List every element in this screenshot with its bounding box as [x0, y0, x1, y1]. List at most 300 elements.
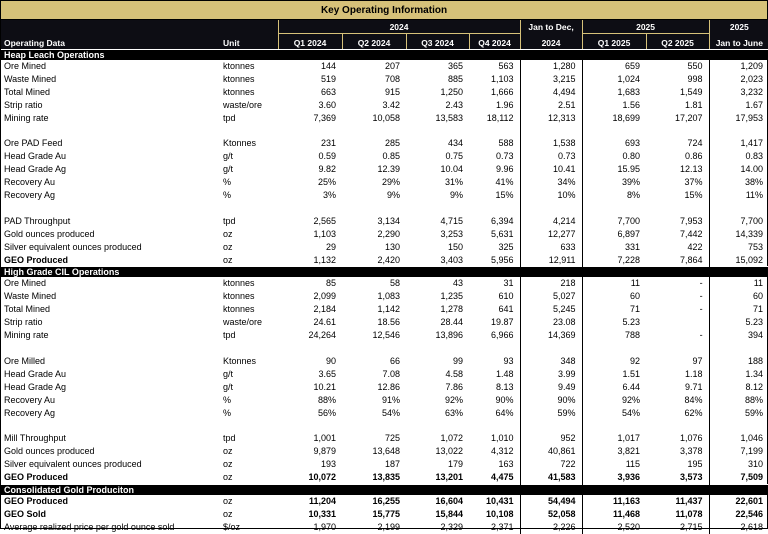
table-row: [1, 521, 768, 534]
value-cell: 12,277: [520, 228, 582, 241]
row-label: Head Grade Ag: [4, 381, 67, 392]
row-unit: oz: [223, 495, 233, 506]
row-unit: oz: [223, 508, 233, 519]
value-cell: 19.87: [491, 317, 514, 328]
value-cell: 550: [687, 61, 703, 71]
value-cell: 3,936: [617, 472, 641, 483]
value-cell: 1,417: [709, 137, 768, 150]
section-header-consolidated-gold-produciton: Consolidated Gold Produciton: [1, 484, 768, 495]
table-title: Key Operating Information: [1, 1, 767, 20]
value-cell: 9%: [449, 190, 463, 201]
value-cell: [406, 419, 469, 432]
value-cell: 37%: [684, 177, 703, 188]
value-cell: 434: [447, 138, 463, 149]
value-cell: 285: [384, 138, 400, 149]
value-cell: [278, 125, 342, 138]
value-cell: 39%: [622, 177, 641, 188]
value-cell: 13,583: [435, 112, 463, 123]
table-row: [1, 241, 768, 254]
row-unit: tpd: [223, 215, 236, 226]
value-cell: 8%: [627, 190, 641, 201]
value-cell: 1,103: [491, 73, 514, 84]
row-label: Recovery Au: [4, 394, 56, 405]
value-cell: 10,058: [372, 112, 400, 123]
value-cell: 610: [498, 291, 514, 302]
row-label: GEO Sold: [4, 508, 47, 519]
value-cell: 144: [320, 61, 336, 71]
row-unit: tpd: [223, 112, 236, 123]
value-cell: 1,024: [617, 73, 641, 84]
value-cell: 885: [447, 73, 463, 84]
value-cell: 2,023: [709, 73, 768, 86]
value-cell: 998: [687, 73, 703, 84]
col-header-q2-2025: Q2 2025: [646, 34, 709, 50]
value-cell: 7.08: [382, 368, 400, 379]
value-cell: 195: [687, 459, 703, 470]
table-row: [1, 163, 768, 176]
value-cell: 187: [384, 459, 400, 470]
value-cell: 10.41: [520, 163, 582, 176]
col-header-unit: Unit: [213, 34, 278, 50]
value-cell: 1,278: [440, 304, 463, 315]
value-cell: 10,431: [486, 495, 514, 506]
value-cell: 29%: [381, 177, 400, 188]
value-cell: 0.86: [685, 151, 703, 162]
value-cell: 23.08: [520, 316, 582, 329]
value-cell: 9.82: [318, 164, 336, 175]
value-cell: -: [699, 304, 703, 315]
value-cell: 14.00: [709, 163, 768, 176]
value-cell: 24.61: [313, 317, 336, 328]
header-column-row: [1, 34, 768, 50]
value-cell: 2,715: [680, 521, 703, 532]
table-body: [1, 50, 768, 534]
value-cell: 1,970: [313, 521, 336, 532]
header-spacer: [1, 20, 278, 34]
value-cell: 25%: [317, 177, 336, 188]
value-cell: 6,966: [491, 330, 514, 341]
table-row: [1, 215, 768, 228]
value-cell: 3,134: [377, 215, 400, 226]
value-cell: 659: [625, 61, 641, 71]
row-label: [1, 419, 213, 432]
value-cell: 54%: [381, 407, 400, 418]
col-header-jan-dec-bottom: 2024: [520, 34, 582, 50]
value-cell: 2,184: [313, 304, 336, 315]
value-cell: 1.81: [685, 99, 703, 110]
blank-row: [1, 125, 768, 138]
col-group-2024: 2024: [278, 20, 520, 34]
row-unit: oz: [223, 446, 233, 457]
value-cell: 0.75: [445, 151, 463, 162]
value-cell: 7,199: [709, 445, 768, 458]
value-cell: [709, 342, 768, 355]
value-cell: 150: [447, 241, 463, 252]
value-cell: 11,204: [308, 495, 336, 506]
value-cell: [520, 342, 582, 355]
value-cell: 6,897: [617, 228, 641, 239]
value-cell: 179: [447, 459, 463, 470]
blank-row: [1, 202, 768, 215]
value-cell: [469, 419, 520, 432]
row-label: GEO Produced: [4, 254, 69, 265]
value-cell: 15,092: [709, 254, 768, 267]
value-cell: 7,864: [680, 254, 703, 265]
value-cell: 15,775: [372, 508, 400, 519]
value-cell: 15%: [495, 190, 514, 201]
value-cell: [646, 202, 709, 215]
value-cell: 3,232: [709, 86, 768, 99]
value-cell: 3,821: [617, 446, 641, 457]
row-label: Gold ounces produced: [4, 228, 95, 239]
row-label: Head Grade Au: [4, 151, 67, 162]
value-cell: [342, 419, 406, 432]
value-cell: 12.86: [377, 381, 400, 392]
value-cell: 92%: [622, 394, 641, 405]
value-cell: 1,132: [313, 254, 336, 265]
row-unit: Ktonnes: [223, 138, 257, 149]
row-label: [1, 202, 213, 215]
value-cell: [406, 202, 469, 215]
value-cell: 4,312: [491, 446, 514, 457]
value-cell: 1,209: [709, 60, 768, 73]
value-cell: 3,253: [440, 228, 463, 239]
value-cell: [342, 202, 406, 215]
value-cell: 10.04: [440, 164, 463, 175]
value-cell: 2,565: [313, 215, 336, 226]
col-header-q1-2024: Q1 2024: [278, 34, 342, 50]
row-unit: oz: [223, 459, 233, 470]
value-cell: 5,631: [491, 228, 514, 239]
value-cell: 3,215: [520, 73, 582, 86]
value-cell: 54,494: [520, 495, 582, 508]
value-cell: 331: [625, 241, 641, 252]
value-cell: 641: [498, 304, 514, 315]
value-cell: 7,953: [680, 215, 703, 226]
col-header-q2-2024: Q2 2024: [342, 34, 406, 50]
value-cell: 13,896: [435, 330, 463, 341]
value-cell: [278, 202, 342, 215]
value-cell: 7,700: [709, 215, 768, 228]
value-cell: [278, 419, 342, 432]
value-cell: 60: [709, 290, 768, 303]
value-cell: 90%: [520, 394, 582, 407]
value-cell: 90: [325, 355, 336, 366]
value-cell: 519: [320, 73, 336, 84]
value-cell: 62%: [684, 407, 703, 418]
row-label: Gold ounces produced: [4, 446, 95, 457]
value-cell: 9.71: [685, 381, 703, 392]
value-cell: 3.65: [318, 368, 336, 379]
value-cell: 5,027: [520, 290, 582, 303]
value-cell: 2,226: [520, 521, 582, 534]
value-cell: 16,255: [372, 495, 400, 506]
value-cell: 10.21: [313, 381, 336, 392]
value-cell: 3.42: [382, 99, 400, 110]
table-row: [1, 99, 768, 112]
value-cell: 3,378: [680, 446, 703, 457]
table-row: [1, 290, 768, 303]
value-cell: 99: [452, 355, 463, 366]
row-unit: ktonnes: [223, 278, 255, 289]
value-cell: 17,207: [675, 112, 703, 123]
value-cell: 18,112: [486, 112, 514, 123]
value-cell: [406, 342, 469, 355]
value-cell: 93: [503, 355, 514, 366]
value-cell: 365: [447, 61, 463, 71]
value-cell: 0.83: [709, 150, 768, 163]
value-cell: 0.85: [382, 151, 400, 162]
value-cell: 84%: [684, 394, 703, 405]
value-cell: 0.73: [496, 151, 514, 162]
value-cell: 64%: [495, 407, 514, 418]
value-cell: 88%: [317, 394, 336, 405]
value-cell: [342, 125, 406, 138]
value-cell: 12.39: [377, 164, 400, 175]
value-cell: 4,715: [440, 215, 463, 226]
value-cell: 218: [520, 277, 582, 290]
value-cell: 58: [389, 278, 400, 289]
value-cell: 1,103: [313, 228, 336, 239]
value-cell: 753: [709, 241, 768, 254]
value-cell: 11,163: [613, 495, 641, 506]
value-cell: 13,201: [435, 472, 463, 483]
table-row: [1, 316, 768, 329]
table-row: [1, 458, 768, 471]
value-cell: 41,583: [520, 471, 582, 484]
value-cell: [709, 202, 768, 215]
row-unit: %: [223, 177, 232, 188]
value-cell: 1,666: [491, 86, 514, 97]
value-cell: 12,911: [520, 254, 582, 267]
value-cell: 13,835: [372, 472, 400, 483]
row-unit: waste/ore: [223, 317, 263, 328]
value-cell: 563: [498, 61, 514, 71]
row-unit: [213, 419, 278, 432]
value-cell: 28.44: [440, 317, 463, 328]
value-cell: [406, 125, 469, 138]
table-row: [1, 381, 768, 394]
table-row: [1, 394, 768, 407]
row-unit: $/oz: [223, 521, 241, 532]
value-cell: [646, 125, 709, 138]
row-label: PAD Throughput: [4, 215, 71, 226]
value-cell: 10,072: [308, 472, 336, 483]
value-cell: 1,549: [680, 86, 703, 97]
value-cell: -: [699, 278, 703, 289]
row-label: [1, 342, 213, 355]
value-cell: [469, 202, 520, 215]
value-cell: 915: [384, 86, 400, 97]
value-cell: [278, 342, 342, 355]
value-cell: 15,844: [435, 508, 463, 519]
row-unit: g/t: [223, 164, 234, 175]
value-cell: 1,280: [520, 60, 582, 73]
value-cell: 2,099: [313, 291, 336, 302]
row-unit: ktonnes: [223, 291, 255, 302]
value-cell: 1,010: [491, 433, 514, 444]
table-row: [1, 86, 768, 99]
value-cell: 9.96: [496, 164, 514, 175]
value-cell: 90%: [495, 394, 514, 405]
row-label: Strip ratio: [4, 99, 43, 110]
value-cell: 6,394: [491, 215, 514, 226]
value-cell: [469, 125, 520, 138]
value-cell: 163: [498, 459, 514, 470]
value-cell: 2,520: [617, 521, 641, 532]
value-cell: 130: [384, 241, 400, 252]
value-cell: 394: [709, 329, 768, 342]
col-header-q1-2025: Q1 2025: [582, 34, 646, 50]
value-cell: 7,700: [617, 215, 641, 226]
section-row: [1, 267, 768, 278]
value-cell: 4,214: [520, 215, 582, 228]
value-cell: 71: [630, 304, 641, 315]
col-header-q4-2024: Q4 2024: [469, 34, 520, 50]
col-header-q3-2024: Q3 2024: [406, 34, 469, 50]
value-cell: 0.73: [520, 150, 582, 163]
value-cell: [582, 419, 646, 432]
row-unit: g/t: [223, 151, 234, 162]
value-cell: 15%: [684, 190, 703, 201]
row-label: GEO Produced: [4, 472, 69, 483]
row-unit: %: [223, 190, 232, 201]
row-unit: %: [223, 394, 232, 405]
value-cell: 115: [625, 459, 641, 470]
table-row: [1, 355, 768, 368]
value-cell: 1,001: [313, 433, 336, 444]
value-cell: 1,046: [709, 432, 768, 445]
row-unit: oz: [223, 241, 233, 252]
value-cell: 7,509: [709, 471, 768, 484]
row-label: Mining rate: [4, 112, 49, 123]
value-cell: 722: [520, 458, 582, 471]
value-cell: 1,683: [617, 86, 641, 97]
table-row: [1, 407, 768, 420]
row-unit: oz: [223, 228, 233, 239]
table-row: [1, 176, 768, 189]
operating-data-table: [1, 20, 768, 534]
value-cell: 8.12: [709, 381, 768, 394]
row-label: Silver equivalent ounces produced: [4, 459, 142, 470]
value-cell: 6.44: [622, 381, 641, 392]
value-cell: 41%: [495, 177, 514, 188]
value-cell: 13,648: [372, 446, 400, 457]
value-cell: -: [699, 330, 703, 341]
row-label: Total Mined: [4, 304, 51, 315]
row-unit: oz: [223, 254, 233, 265]
row-unit: ktonnes: [223, 73, 255, 84]
value-cell: 4.58: [445, 368, 463, 379]
row-label: Head Grade Au: [4, 368, 67, 379]
table-row: [1, 112, 768, 125]
value-cell: [709, 125, 768, 138]
value-cell: 92: [630, 355, 641, 366]
table-row: [1, 277, 768, 290]
value-cell: 7.86: [445, 381, 463, 392]
value-cell: 588: [498, 138, 514, 149]
value-cell: 2,420: [377, 254, 400, 265]
table-row: [1, 471, 768, 484]
value-cell: 708: [384, 73, 400, 84]
row-unit: g/t: [223, 368, 234, 379]
section-row: [1, 484, 768, 495]
value-cell: 3.99: [520, 368, 582, 381]
value-cell: [582, 202, 646, 215]
row-label: Mining rate: [4, 330, 49, 341]
blank-row: [1, 419, 768, 432]
row-label: [1, 125, 213, 138]
row-label: Ore Mined: [4, 61, 47, 71]
row-unit: [213, 202, 278, 215]
value-cell: -: [699, 291, 703, 302]
header-group-row: [1, 20, 768, 34]
value-cell: [709, 419, 768, 432]
value-cell: 29: [325, 241, 336, 252]
value-cell: 71: [709, 303, 768, 316]
table-row: [1, 445, 768, 458]
value-cell: [520, 202, 582, 215]
value-cell: 52,058: [520, 508, 582, 521]
value-cell: 14,369: [520, 329, 582, 342]
value-cell: 1,235: [440, 291, 463, 302]
value-cell: 66: [389, 355, 400, 366]
value-cell: [582, 342, 646, 355]
value-cell: 1,538: [520, 137, 582, 150]
table-row: [1, 303, 768, 316]
value-cell: [520, 125, 582, 138]
row-label: Strip ratio: [4, 317, 43, 328]
value-cell: 40,861: [520, 445, 582, 458]
value-cell: 97: [692, 355, 703, 366]
value-cell: 5,245: [520, 303, 582, 316]
table-row: [1, 329, 768, 342]
value-cell: 3%: [322, 190, 336, 201]
row-unit: [213, 125, 278, 138]
blank-row: [1, 342, 768, 355]
value-cell: 5.23: [709, 316, 768, 329]
row-label: Silver equivalent ounces produced: [4, 241, 142, 252]
value-cell: 56%: [317, 407, 336, 418]
table-row: [1, 137, 768, 150]
value-cell: 5,956: [491, 254, 514, 265]
value-cell: 1.34: [709, 368, 768, 381]
table-row: [1, 73, 768, 86]
value-cell: 14,339: [709, 228, 768, 241]
value-cell: 1.67: [709, 99, 768, 112]
value-cell: 11,468: [613, 508, 641, 519]
value-cell: 422: [687, 241, 703, 252]
value-cell: [582, 125, 646, 138]
section-header-high-grade-cil-operations: High Grade CIL Operations: [1, 267, 768, 278]
value-cell: 725: [384, 433, 400, 444]
value-cell: 5.23: [622, 317, 641, 328]
row-unit: %: [223, 407, 232, 418]
value-cell: 4,494: [520, 86, 582, 99]
row-unit: oz: [223, 472, 233, 483]
value-cell: [520, 419, 582, 432]
row-unit: ktonnes: [223, 86, 255, 97]
col-header-jan-june-top: 2025: [709, 20, 768, 34]
value-cell: 9.49: [520, 381, 582, 394]
row-label: Recovery Ag: [4, 407, 56, 418]
value-cell: 1,076: [680, 433, 703, 444]
value-cell: 13,022: [435, 446, 463, 457]
value-cell: 0.80: [622, 151, 641, 162]
table-row: [1, 228, 768, 241]
value-cell: 952: [520, 432, 582, 445]
value-cell: 2,199: [377, 521, 400, 532]
